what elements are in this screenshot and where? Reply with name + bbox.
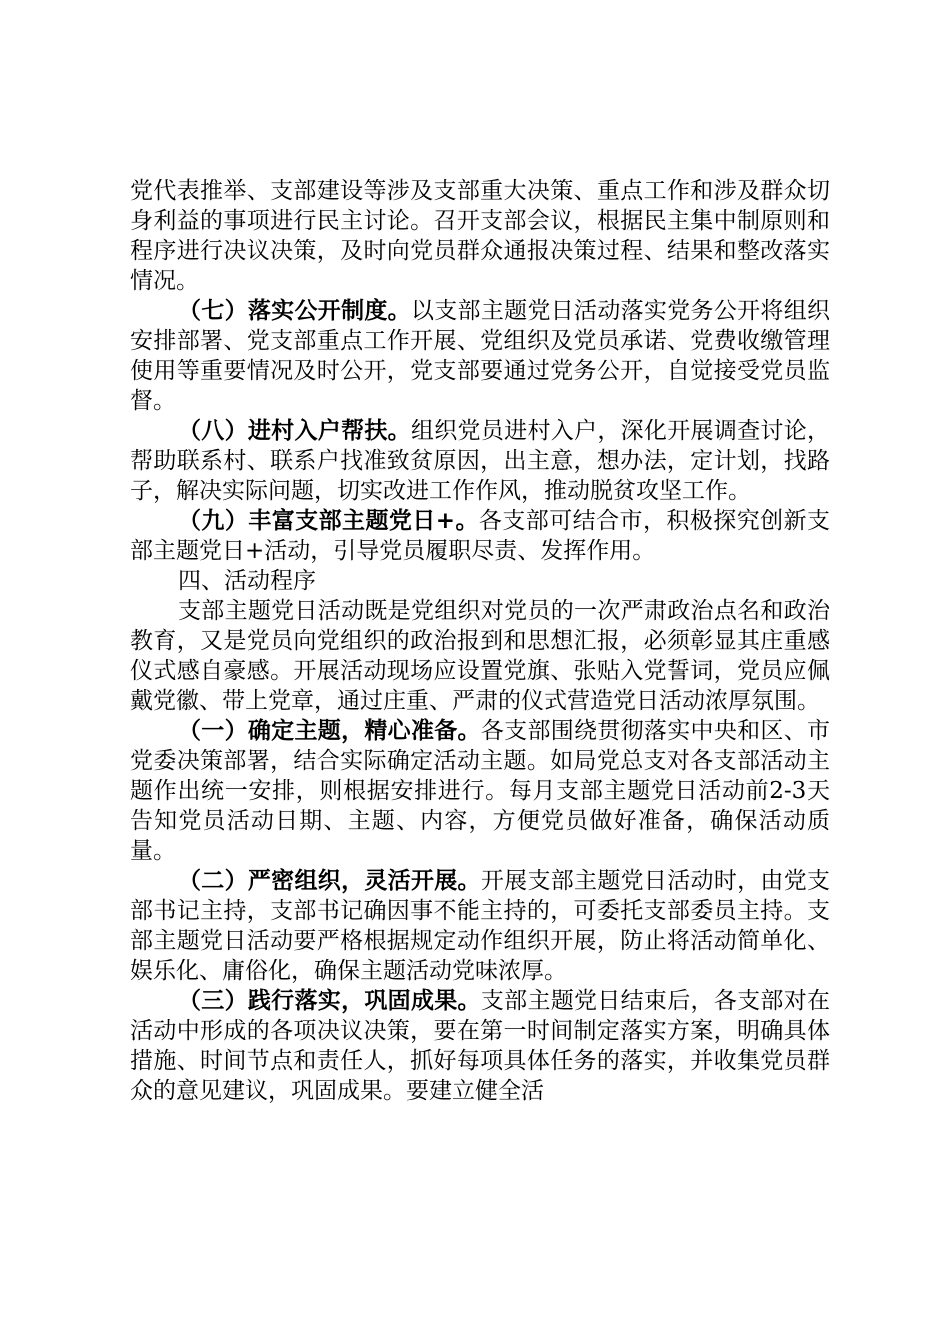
paragraph-lead: （三）践行落实，巩固成果。 — [178, 988, 481, 1014]
paragraph-body: 党代表推举、支部建设等涉及支部重大决策、重点工作和涉及群众切身利益的事项进行民主讨论。召开支部会议，根据民主集中制原则和程序进行决议决策，及时向党员群众通报决策过程、结果和整改落实情况。 — [130, 178, 830, 294]
paragraph-village-help — [130, 416, 830, 506]
paragraph-body: 以支部主题党日活动落实党务公开将组织安排部署、党支部重点工作开展、党组织及党员承诺、党费收缴管理使用等重要情况及时公开，党支部要通过党务公开，自觉接受党员监督。 — [130, 298, 831, 414]
paragraph-body: 组织党员进村入户，深化开展调查讨论，帮助联系村、联系户找准致贫原因，出主意，想办法，定计划，找路子，解决实际问题，切实改进工作作风，推动脱贫攻坚工作。 — [130, 418, 831, 504]
paragraph-lead: （一）确定主题，精心准备。 — [178, 718, 481, 744]
document-page — [130, 176, 830, 1106]
paragraph-body: 支部主题党日活动既是党组织对党员的一次严肃政治点名和政治教育，又是党员向党组织的政治报到和思想汇报，必须彰显其庄重感仪式感自豪感。开展活动现场应设置党旗、张贴入党誓词，党员应佩戴党徽、带上党章，通过庄重、严肃的仪式营造党日活动浓厚氛围。 — [130, 598, 830, 714]
paragraph-body: 各支部可结合市，积极探究创新支部主题党日+活动，引导党员履职尽责、发挥作用。 — [130, 508, 830, 564]
paragraph-lead: （八）进村入户帮扶。 — [178, 418, 411, 444]
paragraph-implement-results — [130, 986, 830, 1106]
paragraph-body: 支部主题党日结束后，各支部对在活动中形成的各项决议决策，要在第一时间制定落实方案，明确具体措施、时间节点和责任人，抓好每项具体任务的落实，并收集党员群众的意见建议，巩固成果。要建立健全活 — [130, 988, 831, 1104]
paragraph-strict-organization — [130, 866, 830, 986]
paragraph-lead: （二）严密组织，灵活开展。 — [178, 868, 481, 894]
paragraph-continuation — [130, 176, 830, 296]
paragraph-open-system — [130, 296, 830, 416]
section-heading-procedure: 四、活动程序 — [178, 568, 316, 594]
paragraph-body: 开展支部主题党日活动时，由党支部书记主持，支部书记确因事不能主持的，可委托支部委员主持。支部主题党日活动要严格根据规定动作组织开展，防止将活动简单化、娱乐化、庸俗化，确保主题活动党味浓厚。 — [130, 868, 831, 984]
paragraph-lead: （七）落实公开制度。 — [178, 298, 411, 324]
paragraph-body: 各支部围绕贯彻落实中央和区、市党委决策部署，结合实际确定活动主题。如局党总支对各支部活动主题作出统一安排，则根据安排进行。每月支部主题党日活动前2-3天告知党员活动日期、主题、内容，方便党员做好准备，确保活动质量。 — [130, 718, 831, 864]
paragraph-lead: （九）丰富支部主题党日+。 — [178, 508, 479, 534]
paragraph-determine-theme — [130, 716, 830, 866]
paragraph-procedure-intro — [130, 596, 830, 716]
paragraph-enrich-party-day — [130, 506, 830, 566]
